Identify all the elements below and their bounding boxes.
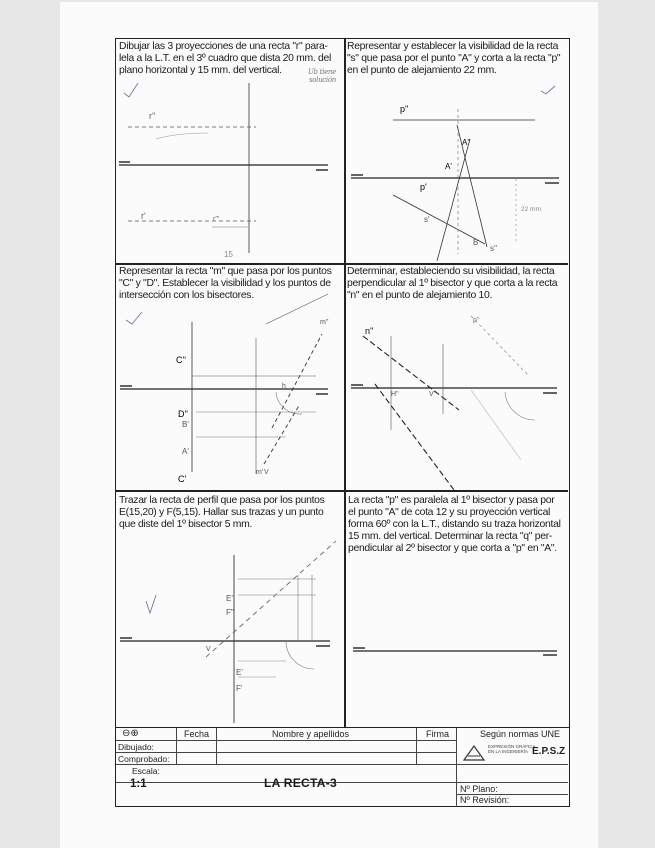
eye-icon: ⊖⊕: [122, 728, 139, 739]
scale-value: 1:1: [130, 778, 147, 790]
revision-number: Nº Revisión:: [460, 795, 510, 805]
school-emblem-icon: [462, 742, 486, 762]
col-signature: Firma: [426, 729, 449, 739]
label-f2: F'': [226, 608, 234, 617]
label-s1: s': [424, 215, 430, 224]
projection-n1: [375, 384, 463, 490]
label-c2: C'': [176, 355, 186, 365]
label-v: V: [264, 469, 269, 476]
exercise-5: [116, 491, 344, 727]
exercise-6-drawing: [345, 491, 569, 727]
col-date: Fecha: [184, 729, 210, 739]
projection-p1: [393, 195, 485, 244]
exercise-3-drawing: [116, 264, 344, 490]
exercise-4-drawing: [345, 264, 569, 490]
exercise-2-statement: Representar y establecer la visibilidad de la recta "s" que pasa por el punto "A" y corta a la recta "p" en el punto de alejamiento 22 mm.: [347, 41, 561, 76]
label-f1: F': [236, 684, 243, 693]
label-dim: 22 mm: [521, 206, 541, 213]
exercise-6: [345, 491, 569, 727]
label-r2: r'': [149, 111, 156, 121]
label-s2: s'': [490, 244, 498, 253]
checked-label: Comprobado:: [118, 754, 170, 764]
exercise-5-statement: Trazar la recta de perfil que pasa por los puntos E(15,20) y F(5,15). Hallar sus trazas y un punto que diste del 1º bisector 5 mm.: [119, 495, 325, 530]
exercise-1-drawing: [116, 39, 344, 263]
label-p2: p'': [400, 104, 409, 114]
label-p: p'': [473, 317, 480, 324]
projection-s1: [437, 139, 470, 261]
exercise-6-statement: La recta "p" es paralela al 1º bisector y pasa por el punto "A" de cota 12 y su proyección vertical forma 60º con la L.T., distando su traza horizontal 15 mm. del vertical. Determinar la recta "q" per- pendicular al 2º bisector y que corta a "p" en "A".: [348, 495, 561, 554]
title-block: [115, 728, 570, 807]
label-dim: 15: [224, 250, 233, 259]
label-e1: E': [236, 668, 243, 677]
label-b: B: [473, 238, 479, 247]
check-mark: [126, 312, 142, 324]
exercise-3-statement: Representar la recta "m" que pasa por los puntos "C" y "D". Establecer la visibilidad y los puntos de intersección con los bisectores.: [119, 266, 332, 301]
school-logo: [462, 742, 566, 762]
label-b1: B': [182, 420, 189, 429]
label-a2: A'': [462, 138, 471, 147]
drawing-title: LA RECTA-3: [264, 776, 337, 790]
exercise-2-drawing: [345, 39, 569, 263]
label-v: V'': [429, 391, 437, 398]
label-m2: m'': [320, 319, 329, 326]
label-r1: r': [141, 211, 146, 221]
label-e2: E'': [226, 594, 235, 603]
check-mark: [146, 595, 156, 613]
plan-number: Nº Plano:: [460, 784, 498, 794]
label-c1: C': [178, 474, 187, 484]
handwritten-note: Ub tiene solución: [307, 68, 336, 84]
col-name: Nombre y apellidos: [272, 729, 350, 739]
label-d2: D'': [178, 409, 188, 419]
check-mark: [541, 86, 555, 94]
school-subtitle: EXPRESIÓN GRÁFICA EN LA INGENIERÍA: [488, 744, 536, 754]
label-n2: n'': [365, 326, 374, 336]
label-p1: p': [420, 182, 427, 192]
exercise-2: [345, 39, 569, 263]
norms: Según normas UNE: [480, 729, 561, 739]
school-name: E.P.S.Z: [532, 746, 566, 757]
label-m1: m': [256, 469, 264, 476]
exercise-1-statement: Dibujar las 3 proyecciones de una recta "r" para- lela a la L.T. en el 3º cuadro que dista 20 mm. del plano horizontal y 15 mm. del vertical.: [119, 41, 332, 76]
exercise-4: [345, 264, 569, 490]
check-mark: [124, 83, 138, 97]
exercise-5-drawing: [116, 491, 344, 727]
projection-m1: [264, 404, 300, 464]
label-a1: A': [445, 162, 452, 171]
projection-n2: [363, 336, 459, 410]
label-h: H'': [391, 391, 399, 398]
exercise-1: [116, 39, 344, 263]
exercise-4-statement: Determinar, estableciendo su visibilidad, la recta perpendicular al 1º bisector y que corta a la recta "n" en el punto de alejamiento 10.: [347, 266, 558, 301]
label-a1: A': [182, 447, 189, 456]
exercise-3: [116, 264, 344, 490]
drawn-label: Dibujado:: [118, 742, 154, 752]
scale-label: Escala:: [132, 766, 160, 776]
label-h: h: [282, 383, 286, 390]
label-v: V: [206, 646, 211, 653]
label-r3: r''': [213, 216, 220, 223]
exercise-grid: [115, 38, 570, 728]
